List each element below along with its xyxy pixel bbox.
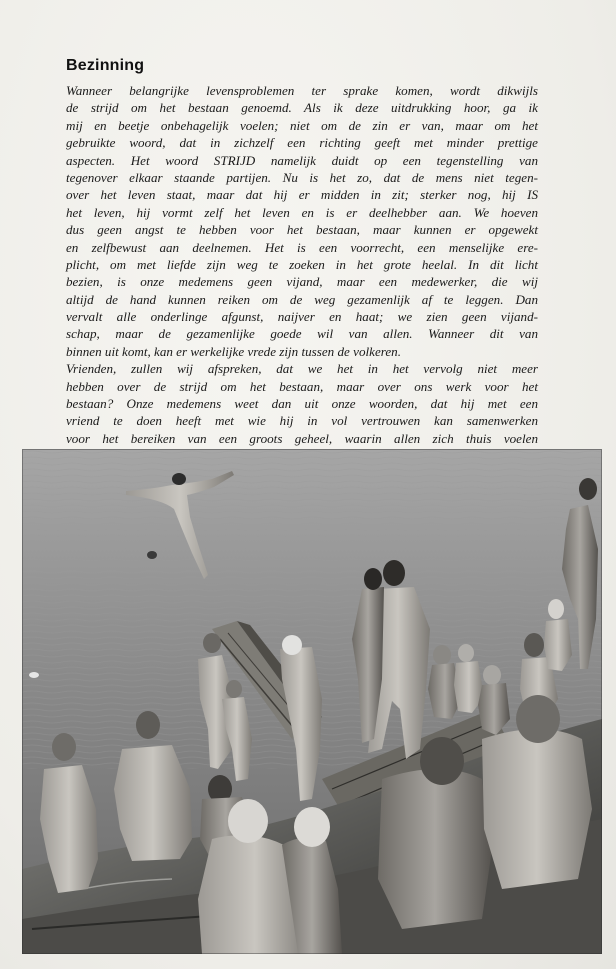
article-line: mij en beetje onbehagelijk voelen; niet om de zin er van, maar om het — [66, 117, 538, 133]
article-line: Wanneer belangrijke levensproblemen ter sprake komen, wordt dikwijls — [66, 83, 538, 98]
article-line: Vrienden, zullen wij afspreken, dat we het in het vervolg niet meer — [66, 361, 538, 377]
article-line: gebruikte woord, dat in zichzelf een richting geeft met minder prettige — [66, 135, 538, 151]
photo-illustration — [22, 449, 602, 954]
article-line: aspecten. Het woord STRIJD namelijk duidt op een tegenstelling van — [66, 152, 538, 168]
article-line: de strijd om het bestaan genoemd. Als ik deze uitdrukking hoor, ga ik — [66, 100, 538, 116]
article-line: over het leven staat, maar dat hij er midden in zit; sterker nog, hij IS — [66, 187, 538, 203]
article-line: vervalt alle onderlinge afgunst, naijver en haat; we zien geen vijand- — [66, 309, 538, 325]
article-line: bestaan? Onze medemens weet dan uit onze woorden, dat hij met een — [66, 396, 538, 412]
bathers-photo — [22, 449, 602, 954]
article-line: vriend te doen heeft met wie hij in vol vertrouwen kan samenwerken — [66, 413, 538, 429]
article-line: altijd de hand kunnen reiken om de weg gezamenlijk af te leggen. Dan — [66, 291, 538, 307]
article-line: en zelfbewust aan deelnemen. Het is een voorrecht, een menselijke ere- — [66, 239, 538, 255]
article-body — [66, 82, 538, 465]
article-line: het leven, hij vormt zelf het leven en is er deelhebber aan. We hoeven — [66, 204, 538, 220]
article-title: Bezinning — [66, 57, 145, 74]
article-line: tegenover elkaar staande partijen. Nu is het zo, dat de mens niet tegen- — [66, 169, 538, 185]
article-line: plicht, om met liefde zijn weg te zoeken in het grote heelal. In dit licht — [66, 256, 538, 272]
floating-object — [29, 672, 39, 678]
swimmer-head — [147, 551, 157, 559]
article-line: schap, maar de gezamenlijke goede wil van allen. Wanneer dit van — [66, 326, 538, 342]
article-line: voor het bereiken van een groots geheel, waarin allen zich thuis voelen — [66, 430, 538, 446]
article-line: bezien, is onze medemens geen vijand, maar een medewerker, die wij — [66, 274, 538, 290]
article-line: binnen uit komt, kan er werkelijke vrede zijn tussen de volkeren. — [66, 343, 401, 359]
article-line: dus geen angst te hebben voor het bestaan, maar kunnen er opgewekt — [66, 222, 538, 238]
article-line: hebben over de strijd om het bestaan, maar over ons werk voor het — [66, 378, 538, 394]
